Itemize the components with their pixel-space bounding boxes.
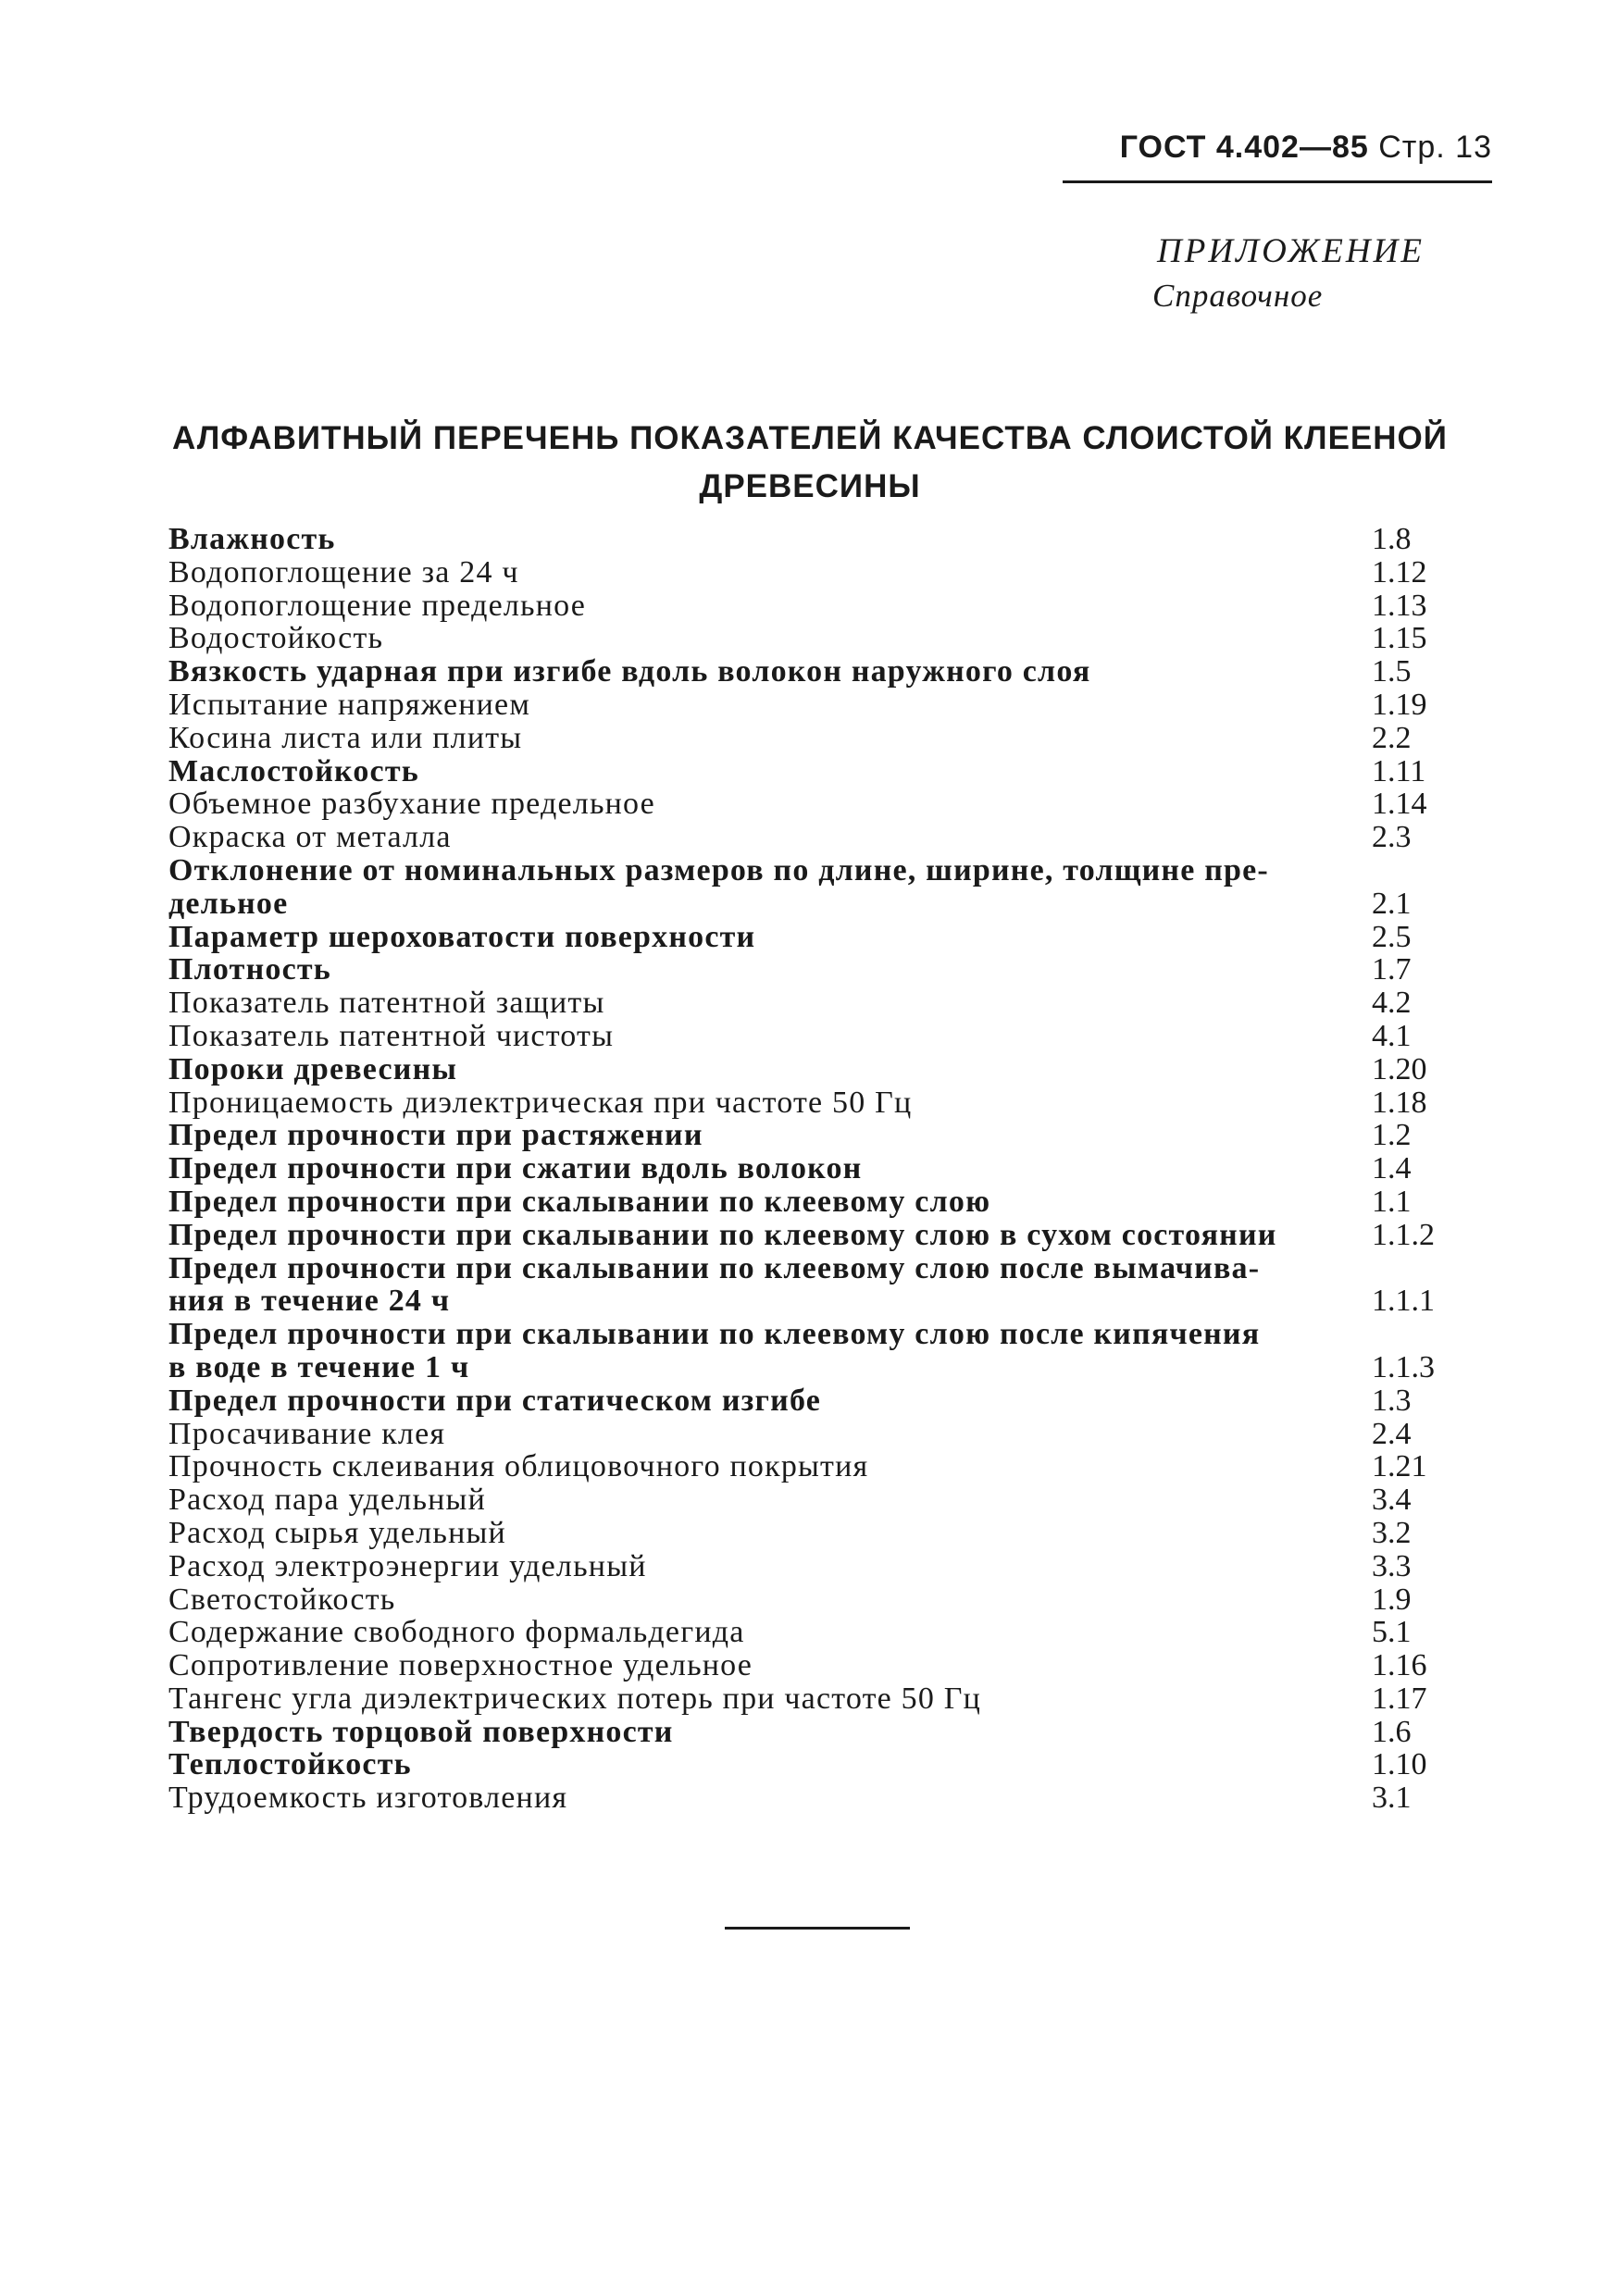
- index-term: Сопротивление поверхностное удельное: [168, 1648, 753, 1683]
- index-term: Прочность склеивания облицовочного покрытия: [168, 1449, 869, 1484]
- appendix-label: ПРИЛОЖЕНИЕ: [1157, 232, 1425, 270]
- clause-number: 1.1: [1372, 1184, 1412, 1219]
- clause-number: 2.4: [1372, 1416, 1412, 1451]
- clause-number: 1.7: [1372, 952, 1412, 987]
- index-row: [168, 1781, 1446, 1815]
- clause-number: 3.4: [1372, 1483, 1412, 1518]
- index-term: Тангенс угла диэлектрических потерь при частоте 50 Гц: [168, 1681, 982, 1716]
- index-term: Предел прочности при статическом изгибе: [168, 1383, 821, 1418]
- clause-number: 1.12: [1372, 554, 1427, 590]
- index-term: Пороки древесины: [168, 1051, 458, 1086]
- index-row: [168, 854, 1446, 921]
- clause-number: 2.1: [1372, 886, 1412, 921]
- clause-number: 1.10: [1372, 1747, 1427, 1782]
- appendix-type: Справочное: [1152, 278, 1324, 314]
- index-term: Содержание свободного формальдегида: [168, 1615, 745, 1650]
- index-row: [168, 987, 1446, 1020]
- index-row: [168, 1682, 1446, 1716]
- clause-number: 1.4: [1372, 1151, 1412, 1186]
- index-row: [168, 1252, 1446, 1319]
- clause-number: 2.3: [1372, 820, 1412, 855]
- index-row: [168, 556, 1446, 590]
- clause-number: 3.3: [1372, 1548, 1412, 1583]
- page-number: Стр. 13: [1378, 130, 1492, 165]
- index-term: Окраска от металла: [168, 820, 452, 855]
- index-term: Влажность: [168, 522, 336, 556]
- index-row: [168, 523, 1446, 556]
- clause-number: 1.2: [1372, 1118, 1412, 1153]
- index-term: Водостойкость: [168, 621, 384, 656]
- index-row: [168, 1086, 1446, 1120]
- index-row: [168, 622, 1446, 655]
- index-term: Объемное разбухание предельное: [168, 787, 655, 822]
- index-term: Параметр шероховатости поверхности: [168, 919, 756, 954]
- index-term: Косина листа или плиты: [168, 720, 523, 755]
- end-rule: [725, 1927, 910, 1930]
- index-list: [168, 523, 1446, 1815]
- clause-number: 3.1: [1372, 1781, 1412, 1816]
- clause-number: 1.19: [1372, 687, 1427, 722]
- clause-number: 1.1.1: [1372, 1284, 1435, 1319]
- clause-number: 1.11: [1372, 753, 1426, 788]
- document-title: АЛФАВИТНЫЙ ПЕРЕЧЕНЬ ПОКАЗАТЕЛЕЙ КАЧЕСТВА СЛОИСТОЙ КЛЕЕНОЙ ДРЕВЕСИНЫ: [172, 420, 1448, 504]
- clause-number: 1.20: [1372, 1051, 1427, 1086]
- clause-number: 4.2: [1372, 986, 1412, 1021]
- index-row: [168, 1583, 1446, 1617]
- clause-number: 5.1: [1372, 1615, 1412, 1650]
- clause-number: 4.1: [1372, 1018, 1412, 1053]
- clause-number: 2.5: [1372, 919, 1412, 954]
- index-row: [168, 1418, 1446, 1451]
- index-term: Водопоглощение за 24 ч: [168, 554, 519, 590]
- clause-number: 1.21: [1372, 1449, 1427, 1484]
- index-row: [168, 1450, 1446, 1483]
- clause-number: 1.15: [1372, 621, 1427, 656]
- standard-number: ГОСТ 4.402—85: [1119, 130, 1369, 165]
- index-row: [168, 1152, 1446, 1185]
- clause-number: 1.3: [1372, 1383, 1412, 1418]
- clause-number: 1.6: [1372, 1714, 1412, 1749]
- index-row: [168, 821, 1446, 854]
- index-row: [168, 1020, 1446, 1053]
- index-row: [168, 655, 1446, 689]
- header-rule: [1063, 180, 1492, 183]
- index-row: [168, 953, 1446, 987]
- index-term: Отклонение от номинальных размеров по длине, ширине, толщине пре- дельное: [168, 852, 1269, 921]
- index-term: Предел прочности при растяжении: [168, 1118, 703, 1153]
- index-term: Маслостойкость: [168, 753, 419, 788]
- clause-number: 1.9: [1372, 1582, 1412, 1617]
- index-term: Расход электроэнергии удельный: [168, 1548, 647, 1583]
- index-term: Плотность: [168, 952, 331, 987]
- index-term: Водопоглощение предельное: [168, 588, 587, 623]
- clause-number: 3.2: [1372, 1515, 1412, 1550]
- index-term: Теплостойкость: [168, 1747, 412, 1782]
- page-header: [1063, 130, 1492, 166]
- index-term: Показатель патентной защиты: [168, 986, 605, 1021]
- index-term: Предел прочности при сжатии вдоль волокон: [168, 1151, 863, 1186]
- index-term: Проницаемость диэлектрическая при частоте 50 Гц: [168, 1085, 913, 1120]
- index-term: Предел прочности при скалывании по клеевому слою: [168, 1184, 991, 1219]
- index-term: Испытание напряжением: [168, 687, 531, 722]
- clause-number: 1.14: [1372, 787, 1427, 822]
- index-term: Просачивание клея: [168, 1416, 446, 1451]
- clause-number: 1.18: [1372, 1085, 1427, 1120]
- clause-number: 1.13: [1372, 588, 1427, 623]
- index-row: [168, 921, 1446, 954]
- index-row: [168, 590, 1446, 623]
- index-row: [168, 788, 1446, 821]
- index-row: [168, 1483, 1446, 1517]
- clause-number: 1.5: [1372, 654, 1412, 689]
- index-term: Показатель патентной чистоты: [168, 1018, 615, 1053]
- index-row: [168, 1185, 1446, 1219]
- index-row: [168, 1053, 1446, 1086]
- clause-number: 1.1.2: [1372, 1217, 1435, 1252]
- index-term: Расход сырья удельный: [168, 1515, 506, 1550]
- index-row: [168, 722, 1446, 755]
- index-row: [168, 1716, 1446, 1749]
- index-term: Вязкость ударная при изгибе вдоль волокон наружного слоя: [168, 654, 1091, 689]
- index-row: [168, 1318, 1446, 1384]
- clause-number: 2.2: [1372, 720, 1412, 755]
- index-row: [168, 1550, 1446, 1583]
- index-row: [168, 1616, 1446, 1649]
- index-term: Предел прочности при скалывании по клеевому слою после кипячения в воде в течение 1 ч: [168, 1317, 1261, 1384]
- clause-number: 1.17: [1372, 1681, 1427, 1716]
- clause-number: 1.8: [1372, 522, 1412, 556]
- index-term: Трудоемкость изготовления: [168, 1781, 568, 1816]
- clause-number: 1.1.3: [1372, 1349, 1435, 1384]
- index-term: Расход пара удельный: [168, 1483, 486, 1518]
- index-term: Твердость торцовой поверхности: [168, 1714, 674, 1749]
- index-term: Светостойкость: [168, 1582, 396, 1617]
- clause-number: 1.16: [1372, 1648, 1427, 1683]
- index-term: Предел прочности при скалывании по клеевому слою после вымачива- ния в течение 24 ч: [168, 1250, 1261, 1319]
- index-row: [168, 1517, 1446, 1550]
- index-row: [168, 1119, 1446, 1152]
- index-row: [168, 1748, 1446, 1781]
- index-term: Предел прочности при скалывании по клеевому слою в сухом состоянии: [168, 1217, 1277, 1252]
- index-row: [168, 1384, 1446, 1418]
- index-row: [168, 1649, 1446, 1682]
- index-row: [168, 1219, 1446, 1252]
- index-row: [168, 755, 1446, 788]
- index-row: [168, 689, 1446, 722]
